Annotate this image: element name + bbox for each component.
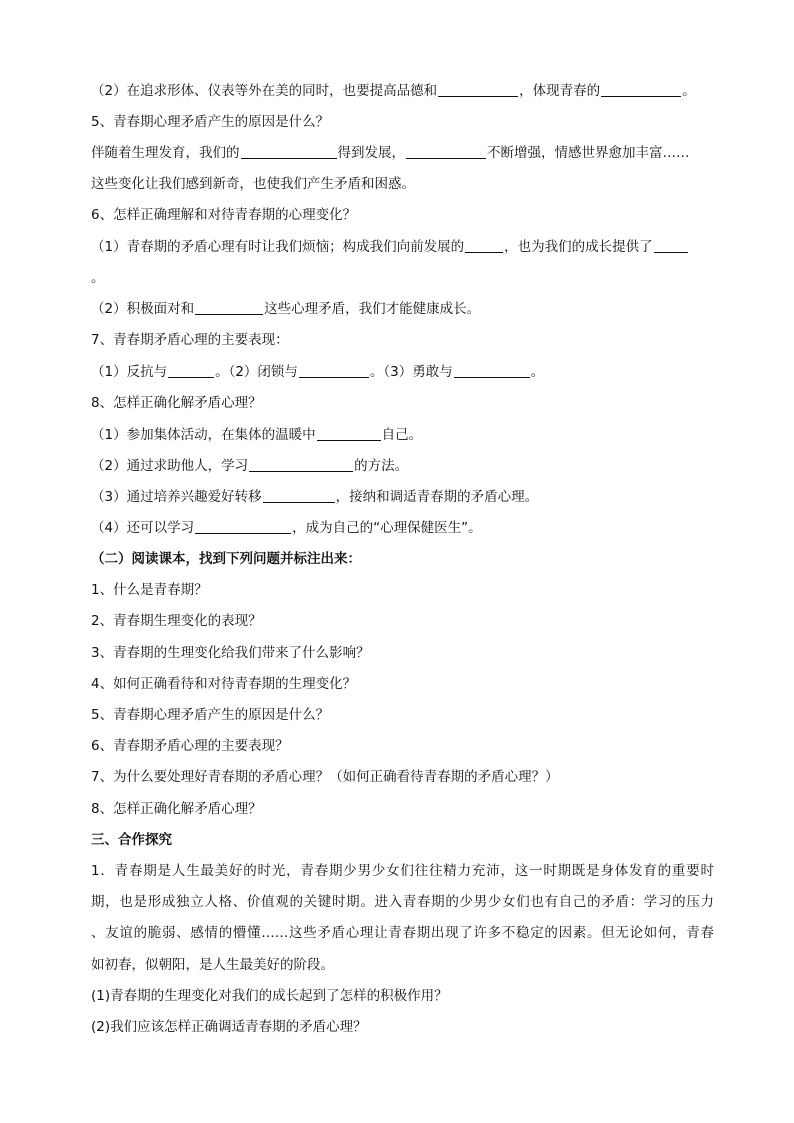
text: ，也为我们的成长提供了	[504, 239, 653, 255]
answer-blank[interactable]	[299, 363, 369, 378]
answer-blank[interactable]	[195, 300, 263, 315]
text: ，体现青春的	[519, 83, 601, 99]
line-2	[91, 143, 714, 163]
text: （2）通过求助他人，学习	[91, 458, 249, 474]
section-3-heading: 三、合作探究	[91, 832, 172, 848]
answer-blank[interactable]	[241, 144, 337, 159]
text: 。（3）勇敢与	[369, 364, 453, 380]
text: 的方法。	[354, 458, 409, 474]
answer-blank[interactable]	[195, 519, 291, 534]
text: （2）在追求形体、仪表等外在美的同时，也要提高品德和	[91, 83, 438, 99]
line-3: 这些变化让我们感到新奇，也使我们产生矛盾和困惑。	[91, 176, 415, 192]
text: ，成为自己的“心理保健医生”。	[292, 520, 482, 536]
text: 得到发展，	[337, 145, 405, 161]
answer-blank[interactable]	[249, 457, 353, 472]
question-5: 5、青春期心理矛盾产生的原因是什么？	[91, 114, 330, 130]
reading-question-4: 4、如何正确看待和对待青春期的生理变化？	[91, 676, 357, 692]
text: 自己。	[381, 427, 423, 443]
line-8	[91, 425, 714, 445]
reading-question-1: 1、什么是青春期？	[91, 582, 208, 598]
line-9	[91, 456, 714, 476]
reading-question-6: 6、青春期矛盾心理的主要表现？	[91, 738, 289, 754]
line-6	[91, 299, 714, 319]
line-10	[91, 487, 714, 507]
answer-blank[interactable]	[454, 363, 530, 378]
passage-line-2: 期，也是形成独立人格、价值观的关键时期。进入青春期的少男少女们也有自己的矛盾：学习的压力	[91, 894, 714, 910]
answer-blank[interactable]	[168, 363, 214, 378]
line-7	[91, 362, 714, 382]
line-5: 。	[91, 270, 105, 286]
text: （2）积极面对和	[91, 301, 195, 317]
passage-line-4: 如初春，似朝阳，是人生最美好的阶段。	[91, 957, 334, 973]
sub-question-1: (1)青春期的生理变化对我们的成长起到了怎样的积极作用？	[91, 988, 448, 1004]
text: ，接纳和调适青春期的矛盾心理。	[335, 489, 539, 505]
text: 不断增强，情感世界愈加丰富……	[487, 145, 690, 161]
answer-blank[interactable]	[263, 488, 335, 503]
answer-blank[interactable]	[654, 238, 688, 253]
text: 。	[530, 364, 545, 380]
text: （1）参加集体活动，在集体的温暖中	[91, 427, 316, 443]
text: 。（2）闭锁与	[215, 364, 298, 380]
sub-question-2: (2)我们应该怎样正确调适青春期的矛盾心理？	[91, 1019, 367, 1035]
question-7: 7、青春期矛盾心理的主要表现：	[91, 332, 289, 348]
answer-blank[interactable]	[438, 82, 518, 97]
reading-question-3: 3、青春期的生理变化给我们带来了什么影响？	[91, 645, 370, 661]
line-1	[91, 81, 714, 101]
question-6: 6、怎样正确理解和对待青春期的心理变化？	[91, 207, 357, 223]
reading-question-7: 7、为什么要处理好青春期的矛盾心理？（如何正确看待青春期的矛盾心理？）	[91, 769, 559, 785]
passage-line-3: 、友谊的脆弱、感情的懵懂……这些矛盾心理让青春期出现了许多不稳定的因素。但无论如何，青春	[91, 925, 714, 941]
text: 。	[682, 83, 696, 99]
answer-blank[interactable]	[317, 426, 381, 441]
text: （1）反抗与	[91, 364, 168, 380]
text: 伴随着生理发育，我们的	[91, 145, 240, 161]
text: （4）还可以学习	[91, 520, 195, 536]
text: （3）通过培养兴趣爱好转移	[91, 489, 262, 505]
reading-question-2: 2、青春期生理变化的表现？	[91, 613, 262, 629]
reading-question-5: 5、青春期心理矛盾产生的原因是什么？	[91, 707, 330, 723]
text: （1）青春期的矛盾心理有时让我们烦恼；构成我们向前发展的	[91, 239, 465, 255]
passage-line-1: 1．青春期是人生最美好的时光，青春期少男少女们往往精力充沛，这一时期既是身体发育的重要时	[91, 863, 714, 879]
reading-question-8: 8、怎样正确化解矛盾心理？	[91, 801, 262, 817]
section-2-heading: （二）阅读课本，找到下列问题并标注出来：	[91, 551, 361, 567]
answer-blank[interactable]	[465, 238, 503, 253]
answer-blank[interactable]	[406, 144, 486, 159]
answer-blank[interactable]	[601, 82, 681, 97]
question-8: 8、怎样正确化解矛盾心理？	[91, 395, 262, 411]
line-11	[91, 518, 714, 538]
line-4	[91, 237, 714, 257]
text: 这些心理矛盾，我们才能健康成长。	[264, 301, 481, 317]
